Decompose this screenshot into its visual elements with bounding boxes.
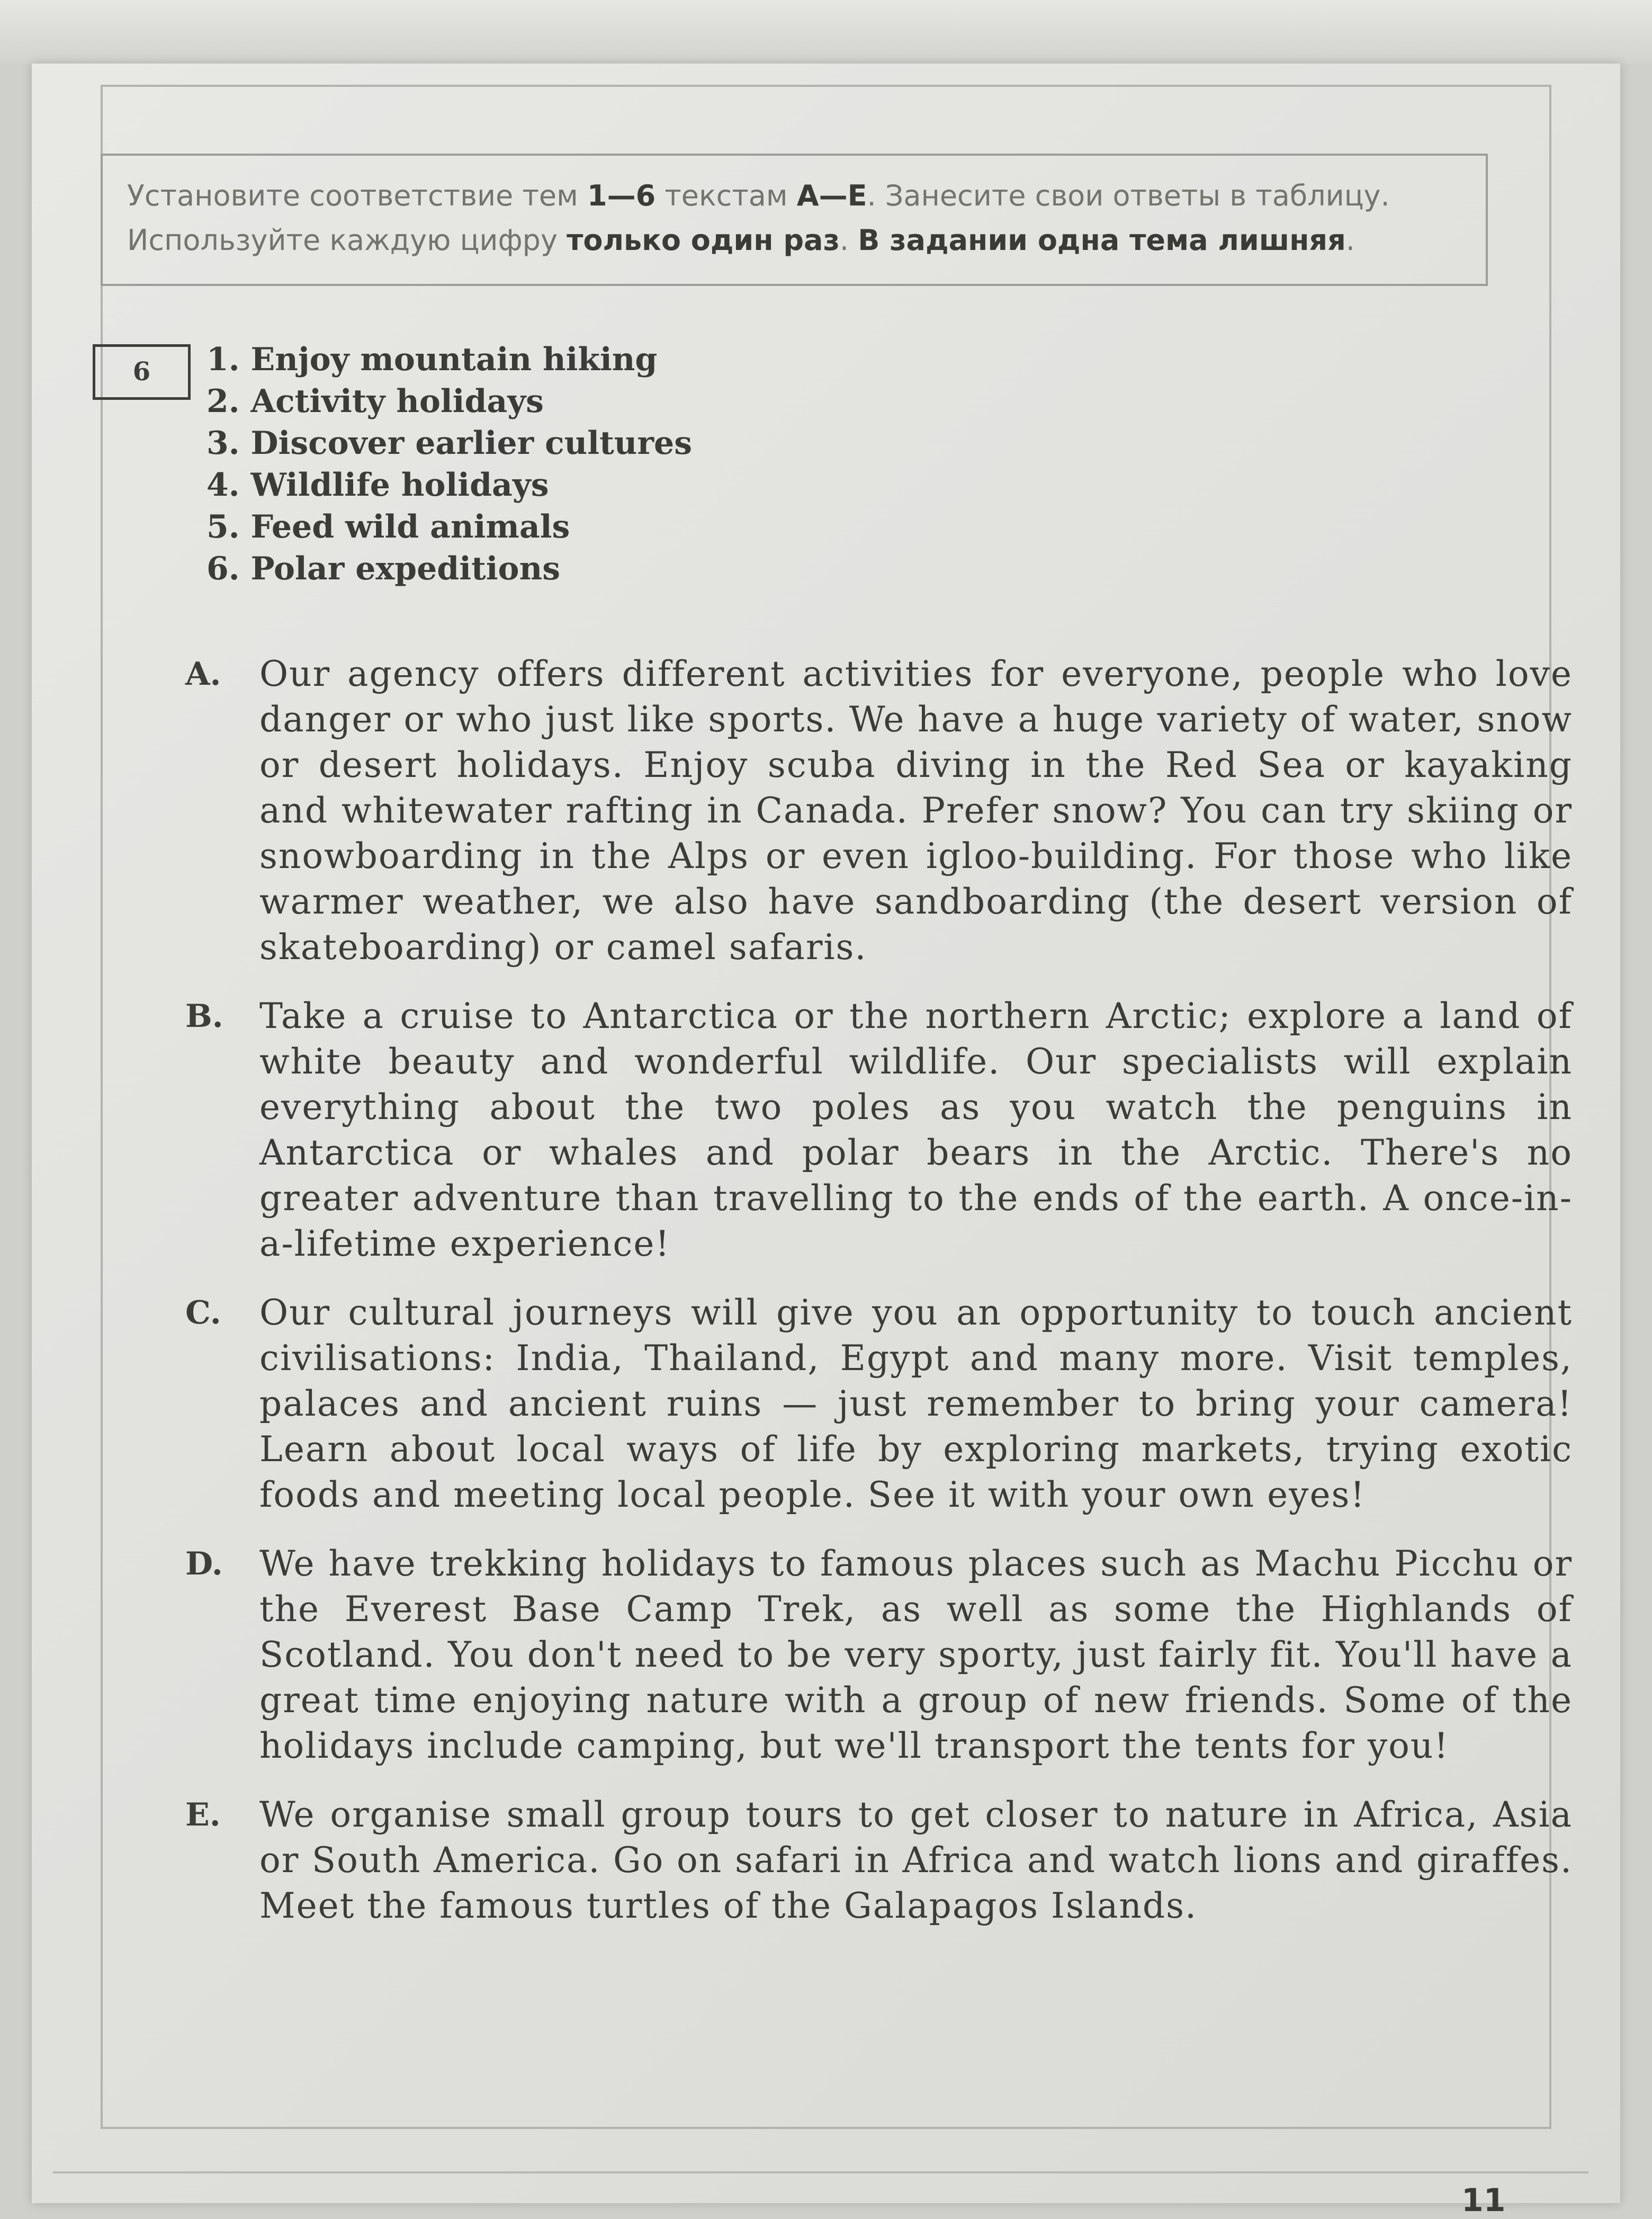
text-letter: C. (185, 1294, 221, 1331)
text-letter: B. (185, 998, 223, 1035)
instruction-emphasis: только один раз (567, 223, 840, 257)
text-item-d (185, 1541, 1573, 1769)
instruction-text: . (839, 223, 858, 257)
instruction-text: текстам (656, 179, 797, 212)
text-body: Take a cruise to Antarctica or the northern Arctic; explore a land of white beauty and wonderful wildlife. Our specialists will explain everything about the two poles as you watch the penguins in Antarctica or whales and polar bears in the Arctic. There's no greater adventure than travelling to the ends of the earth. A once-in-a-lifetime experience! (259, 996, 1573, 1264)
instruction-text: . Занесите свои ответы в таблицу. Используйте каждую цифру (127, 179, 1390, 257)
text-item-a (185, 651, 1573, 970)
text-letter: D. (185, 1545, 223, 1582)
text-body: Our cultural journeys will give you an opportunity to touch ancient civilisations: India, Thailand, Egypt and many more. Visit temples, palaces and ancient ruins — just remember to bring your camera! Learn about local ways of life by exploring markets, trying exotic foods and meeting local people. See it with your own eyes! (259, 1292, 1573, 1515)
text-item-e (185, 1792, 1573, 1929)
text-body: We organise small group tours to get closer to nature in Africa, Asia or South America. Go on safari in Africa and watch lions and giraffes. Meet the famous turtles of the Galapagos Islands. (259, 1794, 1573, 1926)
text-letter: A. (185, 656, 221, 693)
topics-list (206, 339, 692, 590)
textbook-page (32, 64, 1620, 2219)
topic-item: 2. Activity holidays (206, 383, 544, 420)
instruction-text-range: А—E (796, 179, 867, 212)
instruction-emphasis: В задании одна тема лишняя (858, 223, 1346, 257)
topic-item: 5. Feed wild animals (206, 508, 570, 545)
topic-item: 6. Polar expeditions (206, 550, 560, 587)
background-surface (0, 0, 1652, 64)
texts-section (185, 651, 1573, 1952)
text-body: We have trekking holidays to famous places such as Machu Picchu or the Everest Base Camp Trek, as well as some the Highlands of Scotland. You don't need to be very sporty, just fairly fit. You'll have a great time enjoying nature with a group of new friends. Some of the holidays include camping, but we'll transport the tents for you! (259, 1543, 1573, 1766)
instruction-topic-range: 1—6 (587, 179, 656, 212)
page-number: 11 (1461, 2182, 1506, 2219)
text-item-c (185, 1290, 1573, 1518)
topic-item: 3. Discover earlier cultures (206, 425, 692, 462)
topic-item: 4. Wildlife holidays (206, 467, 549, 504)
instruction-box (101, 154, 1488, 286)
task-number-box: 6 (93, 344, 191, 400)
text-body: Our agency offers different activities for everyone, people who love danger or who just like sports. We have a huge variety of water, snow or desert holidays. Enjoy scuba diving in the Red Sea or kayaking and whitewater rafting in Canada. Prefer snow? You can try skiing or snowboarding in the Alps or even igloo-building. For those who like warmer weather, we also have sandboarding (the desert version of skateboarding) or camel safaris. (259, 654, 1573, 968)
text-item-b (185, 994, 1573, 1267)
instruction-text: Установите соответствие тем (127, 179, 588, 212)
instruction-text: . (1345, 223, 1355, 257)
bottom-divider (53, 2171, 1588, 2173)
topic-item: 1. Enjoy mountain hiking (206, 341, 658, 378)
text-letter: E. (185, 1796, 221, 1833)
